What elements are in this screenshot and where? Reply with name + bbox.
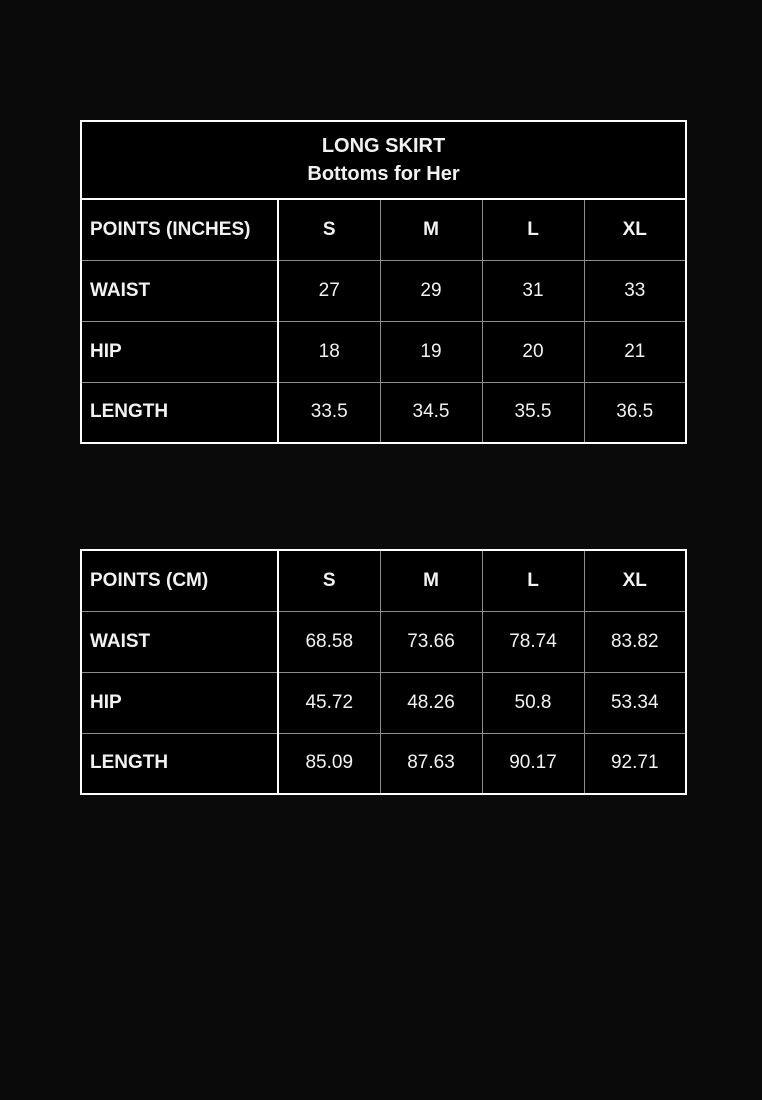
header-size-m: M (380, 199, 482, 260)
value-cell: 19 (380, 321, 482, 382)
value-cell: 53.34 (584, 672, 686, 733)
header-size-m: M (380, 550, 482, 611)
header-points-inches: POINTS (INCHES) (81, 199, 278, 260)
value-cell: 83.82 (584, 611, 686, 672)
table-row (81, 611, 686, 672)
header-row (81, 199, 686, 260)
chart-title-cell (81, 121, 686, 199)
value-cell: 73.66 (380, 611, 482, 672)
row-label-hip: HIP (81, 321, 278, 382)
header-size-l: L (482, 550, 584, 611)
chart-title: LONG SKIRT (321, 135, 446, 157)
table-row (81, 260, 686, 321)
table-row (81, 382, 686, 443)
value-cell: 78.74 (482, 611, 584, 672)
value-cell: 45.72 (278, 672, 380, 733)
header-size-s: S (278, 199, 380, 260)
value-cell: 36.5 (584, 382, 686, 443)
value-cell: 35.5 (482, 382, 584, 443)
chart-subtitle: Bottoms for Her (307, 163, 460, 185)
row-label-hip: HIP (81, 672, 278, 733)
value-cell: 90.17 (482, 733, 584, 794)
header-points-cm: POINTS (CM) (81, 550, 278, 611)
table-row (81, 321, 686, 382)
value-cell: 27 (278, 260, 380, 321)
table-row (81, 733, 686, 794)
value-cell: 18 (278, 321, 380, 382)
row-label-length: LENGTH (81, 382, 278, 443)
value-cell: 31 (482, 260, 584, 321)
value-cell: 29 (380, 260, 482, 321)
value-cell: 48.26 (380, 672, 482, 733)
row-label-length: LENGTH (81, 733, 278, 794)
value-cell: 33 (584, 260, 686, 321)
table-row (81, 672, 686, 733)
size-chart-cm (80, 549, 687, 795)
value-cell: 85.09 (278, 733, 380, 794)
value-cell: 87.63 (380, 733, 482, 794)
header-size-l: L (482, 199, 584, 260)
size-chart-inches (80, 120, 687, 444)
value-cell: 34.5 (380, 382, 482, 443)
row-label-waist: WAIST (81, 260, 278, 321)
header-size-s: S (278, 550, 380, 611)
row-label-waist: WAIST (81, 611, 278, 672)
header-row (81, 550, 686, 611)
value-cell: 20 (482, 321, 584, 382)
header-size-xl: XL (584, 199, 686, 260)
value-cell: 21 (584, 321, 686, 382)
title-row (81, 121, 686, 199)
value-cell: 33.5 (278, 382, 380, 443)
value-cell: 50.8 (482, 672, 584, 733)
value-cell: 92.71 (584, 733, 686, 794)
header-size-xl: XL (584, 550, 686, 611)
value-cell: 68.58 (278, 611, 380, 672)
